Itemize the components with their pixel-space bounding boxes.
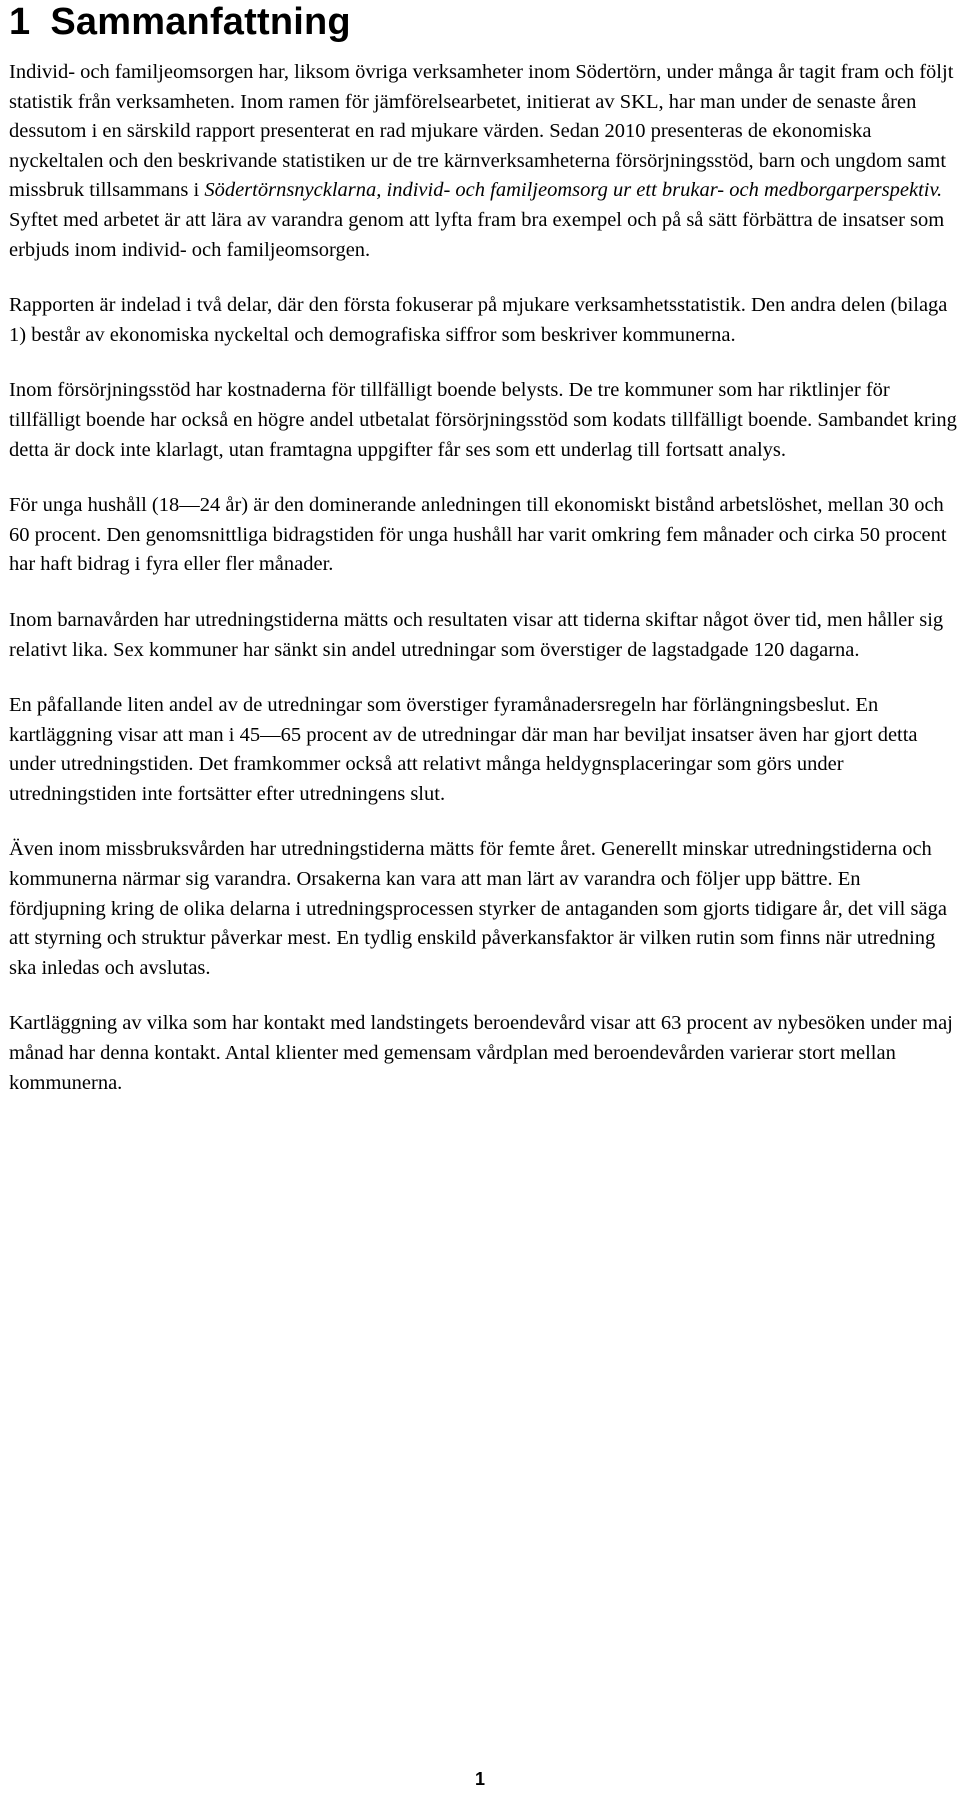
paragraph-barnavarden: Inom barnavården har utredningstiderna mätts och resultaten visar att tiderna skiftar något över tid, men håller sig relativt lika. Sex kommuner har sänkt sin andel utredningar som överstiger de lagstadgade 120 dagarna.	[9, 608, 944, 661]
paragraph-unga-hushall: För unga hushåll (18—24 år) är den dominerande anledningen till ekonomiskt bistånd arbetslöshet, mellan 30 och 60 procent. Den genomsnittliga bidragstiden för unga hushåll har varit omkring fem månader och cirka 50 procent har haft bidrag i fyra eller fler månader.	[9, 494, 947, 576]
paragraph-intro-text: Individ- och familjeomsorgen har, liksom övriga verksamheter inom Södertörn, under många år tagit fram och följt statistik från verksamheten. Inom ramen för jämförelsearbetet, initierat av SKL, har man under de senaste åren dessutom i en särskild rapport presenterat en rad mjukare värden. Sedan 2010 presenteras de ekonomiska nyckeltalen och den beskrivande statistiken ur de tre kärnverksamheterna försörjningsstöd, barn och ungdom samt missbruk tillsammans i	[9, 61, 954, 202]
section-heading	[9, 0, 957, 44]
paragraph-forlangningsbeslut: En påfallande liten andel av de utredningar som överstiger fyramånadersregeln har förlängningsbeslut. En kartläggning visar att man i 45—65 procent av de utredningar där man har beviljat insatser även har gjort detta under utredningstiden. Det framkommer också att relativt många heldygnsplaceringar som görs under utredningstiden inte fortsätter efter utredningens slut.	[9, 694, 918, 805]
page-number: 1	[474, 1769, 485, 1789]
paragraph-missbruksvarden: Även inom missbruksvården har utredningstiderna mätts för femte året. Generellt minskar utredningstiderna och kommunerna närmar sig varandra. Orsakerna kan vara att man lärt av varandra och följer upp bättre. En fördjupning kring de olika delarna i utredningsprocessen styrker de antaganden som gjorts tidigare år, det vill säga att styrning och struktur påverkar mest. En tydlig enskild påverkansfaktor är vilken rutin som finns när utredning ska inledas och avslutas.	[9, 838, 947, 979]
section-title: Sammanfattning	[50, 1, 351, 43]
paragraph-beroendevard: Kartläggning av vilka som har kontakt med landstingets beroendevård visar att 63 procent av nybesöken under maj månad har denna kontakt. Antal klienter med gemensam vårdplan med beroendevården varierar stort mellan kommunerna.	[9, 1012, 953, 1094]
paragraph-intro	[9, 58, 957, 265]
paragraph-intro-text-end: Syftet med arbetet är att lära av varandra genom att lyfta fram bra exempel och på så sätt förbättra de insatser som erbjuds inom individ- och familjeomsorgen.	[9, 208, 945, 261]
paragraph-report-structure: Rapporten är indelad i två delar, där den första fokuserar på mjukare verksamhetsstatistik. Den andra delen (bilaga 1) består av ekonomiska nyckeltal och demografiska siffror som beskriver kommunerna.	[9, 294, 948, 346]
section-number: 1	[9, 1, 31, 43]
document-page	[9, 0, 957, 1094]
section-body	[9, 58, 957, 1124]
paragraph-forsorjningsstod: Inom försörjningsstöd har kostnaderna för tillfälligt boende belysts. De tre kommuner som har riktlinjer för tillfälligt boende har också en högre andel utbetalat försörjningsstöd som kodats tillfälligt boende. Sambandet kring detta är dock inte klarlagt, utan framtagna uppgifter får ses som ett underlag till fortsatt analys.	[9, 379, 957, 461]
report-title-emphasis: Södertörnsnycklarna, individ- och familjeomsorg ur ett brukar- och medborgarperspektiv.	[204, 179, 943, 202]
